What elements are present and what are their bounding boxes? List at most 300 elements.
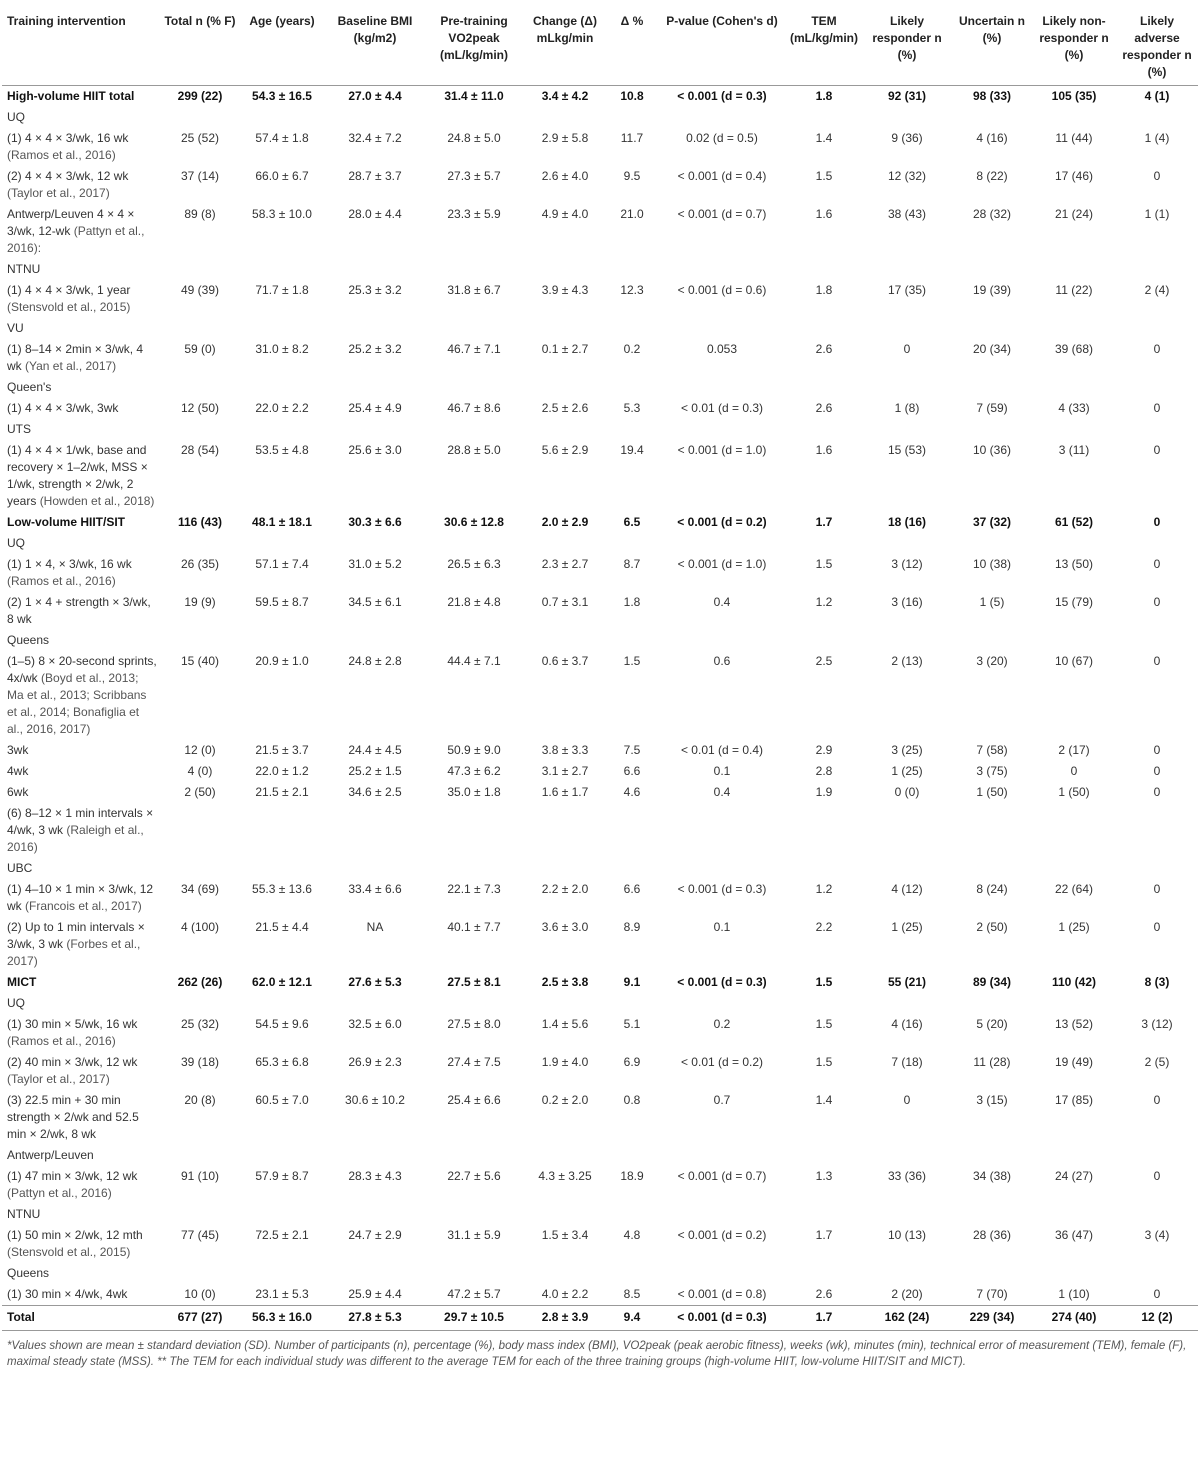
cell-text: 27.6 ± 5.3 bbox=[348, 975, 402, 989]
table-cell bbox=[524, 280, 606, 318]
cell-text: 11.7 bbox=[620, 131, 644, 145]
cell-text: 21.5 ± 2.1 bbox=[255, 785, 309, 799]
table-cell bbox=[1032, 1225, 1116, 1263]
citation-text: (Ramos et al., 2016) bbox=[7, 1034, 116, 1048]
cell-text: 0 bbox=[1153, 169, 1161, 183]
site-label: NTNU bbox=[7, 262, 41, 276]
cell-text: 24 (27) bbox=[1054, 1169, 1094, 1183]
cell-text: 61 (52) bbox=[1054, 515, 1094, 529]
cell-text: 6.9 bbox=[623, 1055, 641, 1069]
table-cell bbox=[238, 917, 326, 972]
table-cell bbox=[786, 761, 862, 782]
table-cell bbox=[1116, 440, 1198, 512]
cell-text: 62.0 ± 12.1 bbox=[252, 975, 312, 989]
cell-text: 1 (25) bbox=[891, 920, 923, 934]
table-cell bbox=[952, 86, 1032, 108]
table-cell bbox=[952, 1225, 1032, 1263]
table-cell bbox=[658, 166, 786, 204]
table-cell bbox=[786, 879, 862, 917]
table-cell bbox=[1116, 1052, 1198, 1090]
table-cell bbox=[606, 339, 658, 377]
column-header: Total n (% F) bbox=[162, 0, 238, 86]
table-cell bbox=[524, 761, 606, 782]
table-cell bbox=[1032, 280, 1116, 318]
table-row bbox=[2, 782, 1198, 803]
site-row bbox=[2, 1145, 1198, 1166]
table-cell bbox=[326, 592, 424, 630]
cell-text: 3 (75) bbox=[976, 764, 1008, 778]
table-cell bbox=[424, 972, 524, 993]
table-cell bbox=[1116, 339, 1198, 377]
table-cell bbox=[786, 398, 862, 419]
cell-text: 2.2 ± 2.0 bbox=[541, 882, 589, 896]
cell-text: 0 bbox=[1153, 785, 1161, 799]
table-cell bbox=[424, 782, 524, 803]
cell-text: 1.8 bbox=[815, 283, 833, 297]
cell-text: 22.0 ± 2.2 bbox=[255, 401, 309, 415]
intervention-cell bbox=[2, 1225, 162, 1263]
table-cell bbox=[238, 1014, 326, 1052]
cell-text: 2.5 ± 3.8 bbox=[541, 975, 589, 989]
cell-text: 57.1 ± 7.4 bbox=[255, 557, 309, 571]
cell-text: 5.3 bbox=[623, 401, 641, 415]
cell-text: (2) 4 × 4 × 3/wk, 12 wk bbox=[7, 169, 129, 183]
cell-text: 10 (13) bbox=[887, 1228, 927, 1242]
cell-text: 1.8 bbox=[623, 595, 641, 609]
cell-text: 0 (0) bbox=[894, 785, 920, 799]
table-cell bbox=[658, 1225, 786, 1263]
table-cell bbox=[606, 128, 658, 166]
cell-text: 37 (14) bbox=[180, 169, 220, 183]
table-cell bbox=[658, 1014, 786, 1052]
table-cell bbox=[862, 554, 952, 592]
cell-text: 34.5 ± 6.1 bbox=[348, 595, 402, 609]
cell-text: 54.3 ± 16.5 bbox=[252, 89, 312, 103]
cell-text: (1) 30 min × 5/wk, 16 wk bbox=[7, 1017, 138, 1031]
table-cell bbox=[424, 1166, 524, 1204]
cell-text: 19 (49) bbox=[1054, 1055, 1094, 1069]
cell-text: 22.1 ± 7.3 bbox=[447, 882, 501, 896]
table-row bbox=[2, 592, 1198, 630]
table-cell bbox=[658, 972, 786, 993]
intervention-cell bbox=[2, 166, 162, 204]
table-cell bbox=[786, 204, 862, 259]
cell-text: 27.5 ± 8.1 bbox=[447, 975, 501, 989]
cell-text: 6.6 bbox=[623, 882, 641, 896]
table-cell bbox=[162, 398, 238, 419]
cell-text: (1) 4–10 × 1 min × 3/wk, 12 wk bbox=[7, 882, 154, 913]
cell-text: (1–5) 8 × 20-second sprints, 4x/wk bbox=[7, 654, 157, 685]
intervention-cell bbox=[2, 1284, 162, 1306]
site-row bbox=[2, 1263, 1198, 1284]
cell-text: 5 (20) bbox=[976, 1017, 1008, 1031]
cell-text: 2.6 bbox=[815, 1287, 833, 1301]
table-cell bbox=[238, 782, 326, 803]
table-row bbox=[2, 761, 1198, 782]
table-cell bbox=[1116, 512, 1198, 533]
table-cell bbox=[952, 803, 1032, 858]
cell-text: 0 bbox=[1153, 1169, 1161, 1183]
table-cell bbox=[238, 879, 326, 917]
table-cell bbox=[952, 440, 1032, 512]
table-cell bbox=[162, 554, 238, 592]
table-cell bbox=[524, 128, 606, 166]
site-row bbox=[2, 993, 1198, 1014]
cell-text: 299 (22) bbox=[177, 89, 223, 103]
table-cell bbox=[238, 592, 326, 630]
cell-text: (1) 8–14 × 2min × 3/wk, 4 wk bbox=[7, 342, 144, 373]
table-cell bbox=[952, 512, 1032, 533]
cell-text: 3 (12) bbox=[1141, 1017, 1173, 1031]
site-row bbox=[2, 419, 1198, 440]
cell-text: (1) 30 min × 4/wk, 4wk bbox=[7, 1287, 128, 1301]
table-cell bbox=[326, 1090, 424, 1145]
cell-text: 25.4 ± 4.9 bbox=[348, 401, 402, 415]
table-cell bbox=[786, 740, 862, 761]
table-cell bbox=[238, 1306, 326, 1331]
cell-text: 7.5 bbox=[623, 743, 641, 757]
cell-text: 8 (3) bbox=[1144, 975, 1170, 989]
table-cell bbox=[524, 1166, 606, 1204]
site-row bbox=[2, 533, 1198, 554]
cell-text: 4 (100) bbox=[180, 920, 220, 934]
cell-text: 15 (40) bbox=[180, 654, 220, 668]
cell-text: Total bbox=[7, 1310, 35, 1324]
table-cell bbox=[424, 512, 524, 533]
table-cell bbox=[524, 1306, 606, 1331]
table-cell bbox=[524, 440, 606, 512]
table-cell bbox=[1032, 592, 1116, 630]
table-cell bbox=[326, 398, 424, 419]
table-cell bbox=[1032, 879, 1116, 917]
cell-text: 4.9 ± 4.0 bbox=[541, 207, 589, 221]
table-cell bbox=[862, 761, 952, 782]
table-cell bbox=[162, 1306, 238, 1331]
cell-text: 31.0 ± 5.2 bbox=[348, 557, 402, 571]
table-cell bbox=[162, 1166, 238, 1204]
intervention-cell bbox=[2, 1014, 162, 1052]
table-cell bbox=[1032, 1014, 1116, 1052]
table-cell bbox=[658, 128, 786, 166]
table-cell bbox=[952, 1090, 1032, 1145]
cell-text: 2 (4) bbox=[1144, 283, 1170, 297]
table-cell bbox=[238, 803, 326, 858]
table-cell bbox=[524, 917, 606, 972]
cell-text: 3 (15) bbox=[976, 1093, 1008, 1107]
table-cell bbox=[326, 740, 424, 761]
cell-text: 0.1 bbox=[713, 764, 731, 778]
cell-text: 0 bbox=[1153, 515, 1161, 529]
cell-text: 6.5 bbox=[623, 515, 641, 529]
cell-text: 1 (25) bbox=[1058, 920, 1090, 934]
table-cell bbox=[606, 280, 658, 318]
cell-text: 1.7 bbox=[815, 1310, 833, 1324]
table-row bbox=[2, 1014, 1198, 1052]
table-cell bbox=[952, 651, 1032, 740]
table-cell bbox=[786, 1306, 862, 1331]
cell-text: 1 (4) bbox=[1144, 131, 1170, 145]
cell-text: 1.4 bbox=[815, 131, 833, 145]
cell-text: 2 (17) bbox=[1058, 743, 1090, 757]
citation-text: (Pattyn et al., 2016): bbox=[7, 224, 145, 255]
site-label: Antwerp/Leuven bbox=[7, 1148, 94, 1162]
table-cell bbox=[238, 440, 326, 512]
cell-text: 11 (44) bbox=[1055, 131, 1093, 145]
table-wrapper bbox=[2, 0, 1198, 1370]
table-cell bbox=[424, 128, 524, 166]
table-cell bbox=[326, 972, 424, 993]
site-row bbox=[2, 107, 1198, 128]
table-cell bbox=[606, 879, 658, 917]
cell-text: 3.1 ± 2.7 bbox=[541, 764, 589, 778]
site-label: UQ bbox=[7, 110, 25, 124]
table-row bbox=[2, 339, 1198, 377]
cell-text: 28.8 ± 5.0 bbox=[447, 443, 501, 457]
table-cell bbox=[658, 440, 786, 512]
cell-text: 28.7 ± 3.7 bbox=[348, 169, 402, 183]
cell-text: 25.2 ± 1.5 bbox=[348, 764, 402, 778]
table-row bbox=[2, 803, 1198, 858]
table-cell bbox=[786, 280, 862, 318]
citation-text: (Stensvold et al., 2015) bbox=[7, 300, 131, 314]
table-footnote: *Values shown are mean ± standard deviation (SD). Number of participants (n), percentage (%), body mass index (BMI), VO2peak (peak aerobic fitness), weeks (wk), minutes (min), technical error of measurement (TEM), female (F), maximal steady state (MSS). ** The TEM for each individual study was different to the average TEM for each of the three training groups (high-volume HIIT, low-volume HIIT/SIT and MICT). bbox=[7, 1340, 1187, 1368]
cell-text: 9 (36) bbox=[891, 131, 923, 145]
cell-text: 0.6 bbox=[713, 654, 731, 668]
table-cell bbox=[238, 1052, 326, 1090]
cell-text: (1) 47 min × 3/wk, 12 wk bbox=[7, 1169, 138, 1183]
cell-text: 4.0 ± 2.2 bbox=[541, 1287, 589, 1301]
table-cell bbox=[1032, 204, 1116, 259]
intervention-cell bbox=[2, 761, 162, 782]
table-cell bbox=[786, 782, 862, 803]
cell-text: 4 (16) bbox=[976, 131, 1008, 145]
cell-text: 3 (4) bbox=[1144, 1228, 1170, 1242]
cell-text: 12.3 bbox=[620, 283, 644, 297]
column-header: Pre-training VO2peak (mL/kg/min) bbox=[424, 0, 524, 86]
cell-text: Antwerp/Leuven 4 × 4 × 3/wk, 12-wk bbox=[7, 207, 135, 238]
cell-text: < 0.001 (d = 1.0) bbox=[677, 443, 767, 457]
table-cell bbox=[162, 339, 238, 377]
group-total-row bbox=[2, 972, 1198, 993]
column-header: Baseline BMI (kg/m2) bbox=[326, 0, 424, 86]
cell-text: 1.5 ± 3.4 bbox=[541, 1228, 589, 1242]
table-cell bbox=[1116, 592, 1198, 630]
table-cell bbox=[424, 740, 524, 761]
table-cell bbox=[1116, 972, 1198, 993]
cell-text: 21.8 ± 4.8 bbox=[447, 595, 501, 609]
cell-text: (1) 4 × 4 × 1/wk, base and recovery × 1–2/wk, MSS × 1/wk, strength × 2/wk, 2 years bbox=[7, 443, 148, 508]
cell-text: 1.5 bbox=[815, 975, 833, 989]
table-cell bbox=[862, 1306, 952, 1331]
cell-text: 2.9 bbox=[815, 743, 833, 757]
table-cell bbox=[424, 1284, 524, 1306]
group-total-row bbox=[2, 86, 1198, 108]
table-cell bbox=[1032, 761, 1116, 782]
column-header: TEM (mL/kg/min) bbox=[786, 0, 862, 86]
cell-text: 0 bbox=[1153, 595, 1161, 609]
table-cell bbox=[524, 554, 606, 592]
table-row bbox=[2, 440, 1198, 512]
cell-text: 28 (32) bbox=[972, 207, 1012, 221]
cell-text: 4.3 ± 3.25 bbox=[538, 1169, 592, 1183]
table-cell bbox=[162, 740, 238, 761]
cell-text: 4 (0) bbox=[187, 764, 213, 778]
cell-text: 0.4 bbox=[713, 595, 731, 609]
table-cell bbox=[658, 1166, 786, 1204]
cell-text: 19 (9) bbox=[184, 595, 216, 609]
table-cell bbox=[862, 740, 952, 761]
table-cell bbox=[524, 972, 606, 993]
table-cell bbox=[862, 803, 952, 858]
table-cell bbox=[238, 166, 326, 204]
cell-text: < 0.001 (d = 0.3) bbox=[677, 1310, 767, 1324]
cell-text: 116 (43) bbox=[177, 515, 223, 529]
table-cell bbox=[786, 803, 862, 858]
table-cell bbox=[424, 280, 524, 318]
citation-text: (Howden et al., 2018) bbox=[39, 494, 155, 508]
citation-text: (Francois et al., 2017) bbox=[25, 899, 142, 913]
cell-text: 72.5 ± 2.1 bbox=[255, 1228, 309, 1242]
cell-text: 1.6 bbox=[815, 207, 833, 221]
table-cell bbox=[606, 1284, 658, 1306]
table-cell bbox=[326, 1014, 424, 1052]
cell-text: 4.6 bbox=[623, 785, 641, 799]
table-cell bbox=[326, 204, 424, 259]
cell-text: 7 (58) bbox=[976, 743, 1008, 757]
table-cell bbox=[162, 803, 238, 858]
cell-text: 24.7 ± 2.9 bbox=[348, 1228, 402, 1242]
citation-text: (Taylor et al., 2017) bbox=[7, 186, 110, 200]
table-cell bbox=[424, 1090, 524, 1145]
intervention-cell bbox=[2, 280, 162, 318]
table-cell bbox=[862, 782, 952, 803]
table-cell bbox=[1032, 782, 1116, 803]
table-cell bbox=[606, 1052, 658, 1090]
cell-text: 105 (35) bbox=[1051, 89, 1097, 103]
table-cell bbox=[424, 1225, 524, 1263]
cell-text: (3) 22.5 min + 30 min strength × 2/wk and 52.5 min × 2/wk, 8 wk bbox=[7, 1093, 139, 1141]
site-row bbox=[2, 377, 1198, 398]
cell-text: 12 (0) bbox=[184, 743, 216, 757]
cell-text: 17 (46) bbox=[1054, 169, 1094, 183]
cell-text: 3.6 ± 3.0 bbox=[541, 920, 589, 934]
cell-text: 49 (39) bbox=[180, 283, 220, 297]
intervention-cell bbox=[2, 440, 162, 512]
cell-text: 4 (12) bbox=[891, 882, 923, 896]
cell-text: 30.6 ± 10.2 bbox=[345, 1093, 405, 1107]
cell-text: 0 bbox=[1153, 401, 1161, 415]
cell-text: 7 (59) bbox=[976, 401, 1008, 415]
cell-text: 0 bbox=[1153, 557, 1161, 571]
cell-text: 1 (25) bbox=[891, 764, 923, 778]
cell-text: 1 (50) bbox=[1058, 785, 1090, 799]
table-cell bbox=[524, 1284, 606, 1306]
table-cell bbox=[952, 761, 1032, 782]
table-cell bbox=[326, 917, 424, 972]
table-cell bbox=[326, 782, 424, 803]
intervention-cell bbox=[2, 398, 162, 419]
table-cell bbox=[1032, 972, 1116, 993]
cell-text: 56.3 ± 16.0 bbox=[252, 1310, 312, 1324]
cell-text: 57.4 ± 1.8 bbox=[255, 131, 309, 145]
cell-text: 27.3 ± 5.7 bbox=[447, 169, 501, 183]
table-cell bbox=[658, 512, 786, 533]
table-cell bbox=[606, 166, 658, 204]
table-cell bbox=[326, 1225, 424, 1263]
table-cell bbox=[162, 917, 238, 972]
cell-text: < 0.001 (d = 0.7) bbox=[677, 1169, 767, 1183]
table-cell bbox=[862, 166, 952, 204]
cell-text: 4 (16) bbox=[891, 1017, 923, 1031]
cell-text: 1.5 bbox=[623, 654, 641, 668]
table-cell bbox=[326, 440, 424, 512]
table-cell bbox=[1032, 512, 1116, 533]
cell-text: 0.02 (d = 0.5) bbox=[686, 131, 758, 145]
table-cell bbox=[1116, 128, 1198, 166]
table-cell bbox=[326, 128, 424, 166]
cell-text: 32.4 ± 7.2 bbox=[348, 131, 402, 145]
cell-text: 1.7 bbox=[815, 515, 833, 529]
cell-text: 9.4 bbox=[623, 1310, 641, 1324]
cell-text: 4 (1) bbox=[1144, 89, 1170, 103]
table-cell bbox=[1116, 651, 1198, 740]
table-cell bbox=[162, 972, 238, 993]
table-cell bbox=[1116, 782, 1198, 803]
cell-text: 27.0 ± 4.4 bbox=[348, 89, 402, 103]
table-cell bbox=[162, 512, 238, 533]
cell-text: Low-volume HIIT/SIT bbox=[7, 515, 126, 529]
cell-text: 17 (85) bbox=[1054, 1093, 1094, 1107]
table-cell bbox=[862, 917, 952, 972]
cell-text: 677 (27) bbox=[177, 1310, 223, 1324]
table-cell bbox=[238, 86, 326, 108]
cell-text: 11 (22) bbox=[1055, 283, 1093, 297]
cell-text: 10 (67) bbox=[1054, 654, 1094, 668]
cell-text: < 0.01 (d = 0.4) bbox=[680, 743, 764, 757]
table-row bbox=[2, 1166, 1198, 1204]
intervention-cell bbox=[2, 917, 162, 972]
table-cell bbox=[952, 1052, 1032, 1090]
table-cell bbox=[658, 398, 786, 419]
cell-text: 9.5 bbox=[623, 169, 641, 183]
cell-text: 0.2 bbox=[623, 342, 641, 356]
table-cell bbox=[658, 1284, 786, 1306]
header-row bbox=[2, 0, 1198, 86]
cell-text: 1 (8) bbox=[894, 401, 920, 415]
table-cell bbox=[786, 554, 862, 592]
table-cell bbox=[862, 280, 952, 318]
cell-text: (1) 50 min × 2/wk, 12 mth bbox=[7, 1228, 143, 1242]
cell-text: 28 (36) bbox=[972, 1228, 1012, 1242]
cell-text: 28 (54) bbox=[180, 443, 220, 457]
table-row bbox=[2, 651, 1198, 740]
cell-text: 25.9 ± 4.4 bbox=[348, 1287, 402, 1301]
table-cell bbox=[606, 554, 658, 592]
table-cell bbox=[862, 128, 952, 166]
cell-text: 47.3 ± 6.2 bbox=[447, 764, 501, 778]
table-cell bbox=[952, 1284, 1032, 1306]
cell-text: 13 (52) bbox=[1054, 1017, 1094, 1031]
cell-text: < 0.001 (d = 0.3) bbox=[677, 89, 767, 103]
cell-text: 262 (26) bbox=[177, 975, 223, 989]
site-label: Queen's bbox=[7, 380, 52, 394]
table-cell bbox=[424, 554, 524, 592]
cell-text: 48.1 ± 18.1 bbox=[252, 515, 312, 529]
site-label: Queens bbox=[7, 633, 50, 647]
cell-text: 8.5 bbox=[623, 1287, 641, 1301]
cell-text: (2) 1 × 4 + strength × 3/wk, 8 wk bbox=[7, 595, 151, 626]
table-cell bbox=[524, 782, 606, 803]
